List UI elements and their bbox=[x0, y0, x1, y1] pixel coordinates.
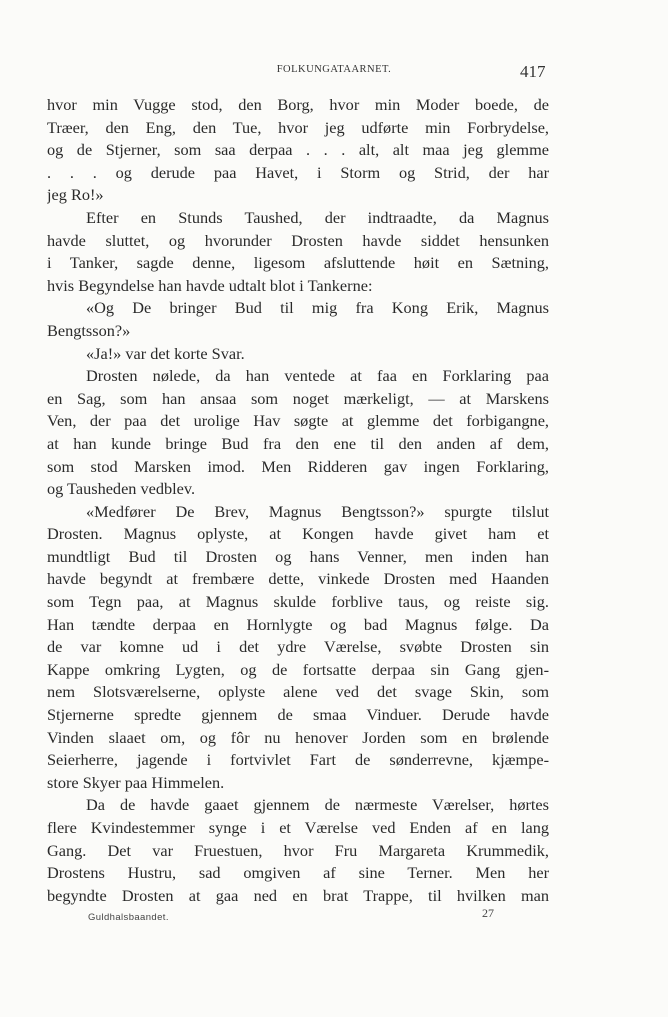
text-line: som stod Marsken imod. Men Ridderen gav ingen Forklaring, bbox=[47, 456, 549, 476]
text-line: «Og De bringer Bud til mig fra Kong Erik, Magnus bbox=[86, 298, 549, 318]
text-line: de var komne ud i det ydre Værelse, svøbte Drosten sin bbox=[47, 637, 549, 657]
text-line: flere Kvindestemmer synge i et Værelse ved Enden af en lang bbox=[47, 818, 549, 837]
text-line: mundtligt Bud til Drosten og hans Venner, men inden han bbox=[47, 546, 549, 566]
signature-mark: Guldhalsbaandet. bbox=[88, 912, 169, 923]
text-line: Bengtsson?» bbox=[47, 320, 131, 340]
text-line: hvis Begyndelse han havde udtalt blot i Tankerne: bbox=[47, 275, 373, 295]
text-line: havde begyndt at frembære dette, vinkede Drosten med Haanden bbox=[47, 569, 549, 589]
text-line: Vinden slaaet om, og fôr nu henover Jorden som en brølende bbox=[47, 727, 549, 747]
text-line: «Medfører De Brev, Magnus Bengtsson?» spurgte tilslut bbox=[86, 501, 549, 521]
text-line: Han tændte derpaa en Hornlygte og bad Magnus følge. Da bbox=[47, 614, 549, 634]
text-line: Efter en Stunds Taushed, der indtraadte, da Magnus bbox=[86, 207, 549, 227]
running-title: FOLKUNGATAARNET. bbox=[276, 64, 392, 75]
text-line: Kappe omkring Lygten, og de fortsatte derpaa sin Gang gjen- bbox=[47, 659, 549, 679]
text-line: Seierherre, jagende i fortvivlet Fart de sønderrevne, kjæmpe- bbox=[47, 750, 549, 770]
text-line: Drosten nølede, da han ventede at faa en Forklaring paa bbox=[86, 366, 549, 386]
text-line: Træer, den Eng, den Tue, hvor jeg udførte min Forbrydelse, bbox=[47, 117, 549, 137]
text-line: Ven, der paa det urolige Hav søgte at glemme det forbigangne, bbox=[47, 411, 549, 431]
text-line: i Tanker, sagde denne, ligesom afsluttende høit en Sætning, bbox=[47, 253, 549, 273]
text-line: Da de havde gaaet gjennem de nærmeste Værelser, hørtes bbox=[86, 795, 549, 815]
text-line: . . . og derude paa Havet, i Storm og Strid, der har bbox=[47, 162, 549, 182]
text-line: hvor min Vugge stod, den Borg, hvor min Moder boede, de bbox=[47, 95, 549, 114]
text-line: nem Slotsværelserne, oplyste alene ved det svage Skin, som bbox=[47, 682, 549, 702]
text-line: «Ja!» var det korte Svar. bbox=[86, 343, 245, 363]
text-line: en Sag, som han ansaa som noget mærkeligt, — at Marskens bbox=[47, 388, 549, 408]
text-line: som Tegn paa, at Magnus skulde forblive taus, og reiste sig. bbox=[47, 592, 549, 612]
text-line: jeg Ro!» bbox=[47, 185, 104, 205]
text-line: store Skyer paa Himmelen. bbox=[47, 772, 225, 792]
sheet-number: 27 bbox=[482, 906, 494, 920]
text-line: Gang. Det var Fruestuen, hvor Fru Margareta Krummedik, bbox=[47, 840, 549, 860]
text-line: Drosten. Magnus oplyste, at Kongen havde givet ham et bbox=[47, 524, 549, 544]
text-line: Drostens Hustru, sad omgiven af sine Terner. Men her bbox=[47, 863, 549, 883]
text-line: og Tausheden vedblev. bbox=[47, 479, 196, 499]
text-line: havde sluttet, og hvorunder Drosten havde siddet hensunken bbox=[47, 230, 549, 250]
text-line: begyndte Drosten at gaa ned en brat Trappe, til hvilken man bbox=[47, 885, 549, 905]
text-line: at han kunde bringe Bud fra den ene til den anden af dem, bbox=[47, 433, 549, 453]
page-number: 417 bbox=[520, 62, 546, 81]
text-line: og de Stjerner, som saa derpaa . . . alt, alt maa jeg glemme bbox=[47, 140, 549, 160]
body-text bbox=[47, 94, 549, 907]
text-line: Stjernerne spredte gjennem de smaa Vinduer. Derude havde bbox=[47, 705, 549, 725]
